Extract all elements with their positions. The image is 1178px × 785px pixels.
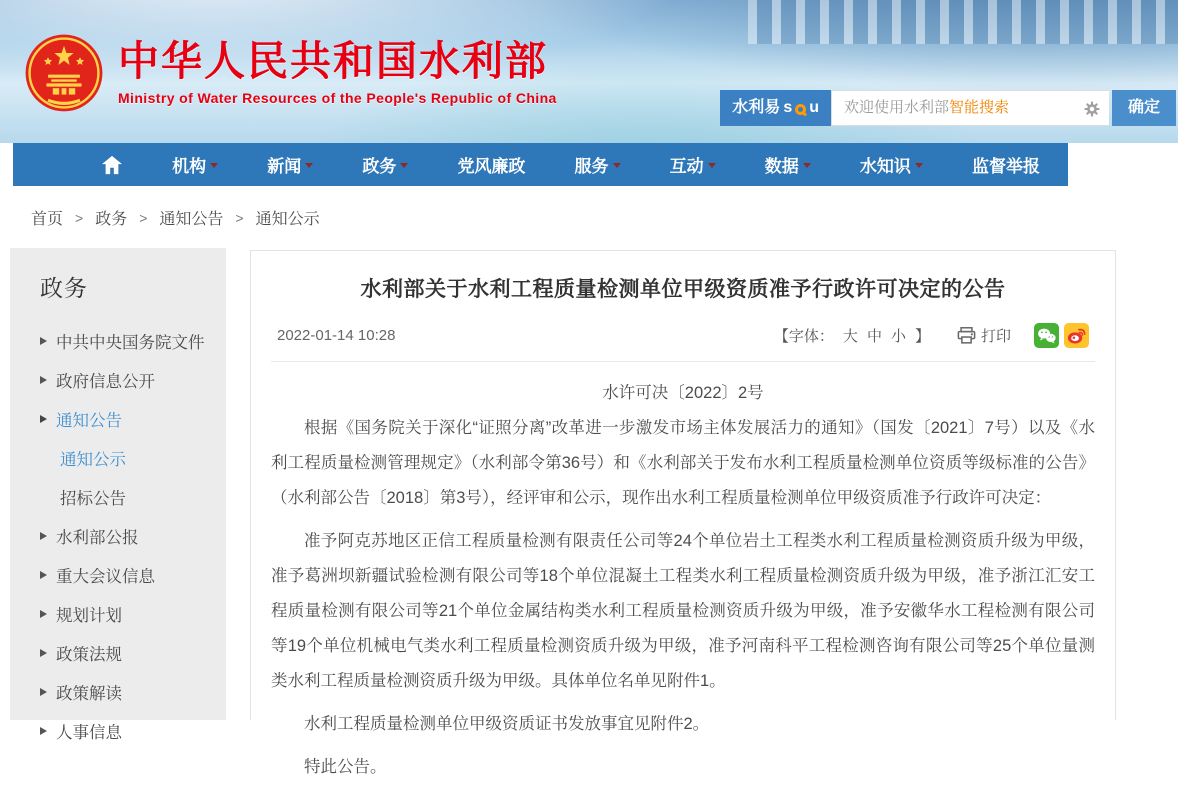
nav-item-interaction[interactable]: 互动 bbox=[670, 152, 716, 177]
search-brand-u: u bbox=[809, 99, 819, 116]
chevron-down-icon bbox=[708, 163, 716, 172]
print-button[interactable]: 打印 bbox=[957, 325, 1011, 346]
arrow-right-icon bbox=[40, 727, 47, 735]
nav-item-gov-affairs[interactable]: 政务 bbox=[362, 152, 408, 177]
arrow-right-icon bbox=[40, 337, 47, 345]
sidebar-item-bidding-notices[interactable]: 招标公告 bbox=[60, 489, 126, 508]
nav-item-party-conduct[interactable]: 党风廉政 bbox=[457, 157, 526, 176]
article-paragraph: 水利工程质量检测单位甲级资质证书发放事宜见附件2。 bbox=[304, 715, 710, 733]
arrow-right-icon bbox=[40, 688, 47, 696]
home-icon bbox=[101, 155, 123, 175]
breadcrumb-notices[interactable]: 通知公告 bbox=[159, 211, 224, 228]
article-paragraph: 准予阿克苏地区正信工程质量检测有限责任公司等24个单位岩土工程类水利工程质量检测资质升级为甲级，准予葛洲坝新疆试验检测有限公司等18个单位混凝土工程类水利工程质量检测资质升级为甲级，准予浙江汇安工程质量检测有限公司等21个单位金属结构类水利工程质量检测资质升级为甲级，准予安徽华水工程检测有限公司等19个单位机械电气类水利工程质量检测资质升级为甲级，准予河南科平工程检测咨询有限公司等25个单位量测类水利工程质量检测资质升级为甲级。具体单位名单见附件1。 bbox=[271, 532, 1095, 690]
document-number: 水许可决〔2022〕2号 bbox=[602, 384, 764, 402]
chevron-down-icon bbox=[803, 163, 811, 172]
site-title: 中华人民共和国水利部 bbox=[118, 38, 548, 84]
weibo-share-icon[interactable] bbox=[1064, 323, 1089, 348]
nav-item-services[interactable]: 服务 bbox=[575, 152, 621, 177]
site-subtitle: Ministry of Water Resources of the People's Republic of China bbox=[118, 90, 557, 107]
chevron-down-icon bbox=[915, 163, 923, 172]
article-meta-row bbox=[271, 323, 1095, 362]
arrow-right-icon bbox=[40, 649, 47, 657]
breadcrumb: 首页 > 政务 > 通知公告 > 通知公示 bbox=[0, 186, 1178, 249]
sidebar-item-policies-regulations[interactable]: 政策法规 bbox=[10, 633, 226, 672]
page-title: 水利部关于水利工程质量检测单位甲级资质准予行政许可决定的公告 bbox=[360, 278, 1006, 301]
sidebar-item-notices[interactable]: 通知公告 bbox=[10, 399, 226, 438]
arrow-right-icon bbox=[40, 571, 47, 579]
sidebar bbox=[10, 248, 226, 742]
breadcrumb-home[interactable]: 首页 bbox=[31, 211, 64, 228]
sidebar-item-major-meetings[interactable]: 重大会议信息 bbox=[10, 555, 226, 594]
article-panel bbox=[250, 250, 1116, 776]
arrow-right-icon bbox=[40, 532, 47, 540]
font-size-label-close: 】 bbox=[914, 328, 930, 345]
publish-date: 2022-01-14 10:28 bbox=[277, 327, 396, 344]
sidebar-item-personnel-info[interactable]: 人事信息 bbox=[10, 711, 226, 750]
font-size-medium-button[interactable]: 中 bbox=[866, 328, 882, 345]
printer-icon bbox=[957, 327, 976, 344]
search-input[interactable] bbox=[831, 90, 1109, 126]
nav-item-supervision[interactable]: 监督举报 bbox=[971, 157, 1040, 176]
font-size-label-open: 【字体： bbox=[773, 328, 834, 345]
search-brand-text: 水利易 bbox=[732, 99, 781, 116]
share-buttons bbox=[1034, 323, 1089, 348]
sidebar-item-ministry-bulletin[interactable]: 水利部公报 bbox=[10, 516, 226, 555]
nav-item-water-knowledge[interactable]: 水知识 bbox=[860, 152, 923, 177]
nav-item-news[interactable]: 新闻 bbox=[267, 152, 313, 177]
nav-home[interactable] bbox=[101, 155, 123, 175]
font-size-large-button[interactable]: 大 bbox=[842, 328, 858, 345]
article-paragraph: 特此公告。 bbox=[304, 758, 387, 776]
arrow-right-icon bbox=[40, 376, 47, 384]
wechat-share-icon[interactable] bbox=[1034, 323, 1059, 348]
search-brand-s: s bbox=[783, 99, 793, 116]
search-placeholder-highlight: 智能搜索 bbox=[949, 99, 1010, 116]
article-paragraph: 根据《国务院关于深化“证照分离”改革进一步激发市场主体发展活力的通知》（国发〔2021〕7号）以及《水利工程质量检测管理规定》（水利部令第36号）和《水利部关于发布水利工程质量检测单位资质等级标准的公告》（水利部公告〔2018〕第3号），经评审和公示，现作出水利工程质量检测单位甲级资质准予行政许可决定： bbox=[271, 419, 1095, 507]
search-submit-button[interactable]: 确定 bbox=[1112, 90, 1176, 126]
main-nav bbox=[13, 143, 1068, 186]
font-size-small-button[interactable]: 小 bbox=[890, 328, 906, 345]
chevron-down-icon bbox=[613, 163, 621, 172]
search-brand-logo bbox=[720, 90, 831, 126]
nav-item-orgs[interactable]: 机构 bbox=[172, 152, 218, 177]
site-header bbox=[0, 0, 1178, 143]
national-emblem-logo bbox=[24, 33, 104, 113]
sidebar-heading: 政务 bbox=[40, 275, 88, 301]
header-photo-dam bbox=[748, 0, 1178, 44]
sidebar-item-policy-interpretation[interactable]: 政策解读 bbox=[10, 672, 226, 711]
sidebar-item-notice-publicity[interactable]: 通知公示 bbox=[60, 450, 126, 469]
breadcrumb-gov-affairs[interactable]: 政务 bbox=[95, 211, 128, 228]
search-bar bbox=[720, 90, 1176, 126]
nav-item-data[interactable]: 数据 bbox=[765, 152, 811, 177]
arrow-right-icon bbox=[40, 610, 47, 618]
chevron-down-icon bbox=[305, 163, 313, 172]
chevron-down-icon bbox=[400, 163, 408, 172]
gear-icon[interactable] bbox=[1083, 100, 1101, 118]
sidebar-item-plans[interactable]: 规划计划 bbox=[10, 594, 226, 633]
arrow-right-icon bbox=[40, 415, 47, 423]
search-placeholder: 欢迎使用水利部 bbox=[844, 99, 950, 116]
sidebar-item-central-docs[interactable]: 中共中央国务院文件 bbox=[10, 321, 226, 360]
magnifier-icon bbox=[795, 104, 806, 115]
breadcrumb-current: 通知公示 bbox=[255, 211, 320, 228]
sidebar-item-gov-info[interactable]: 政府信息公开 bbox=[10, 360, 226, 399]
chevron-down-icon bbox=[210, 163, 218, 172]
